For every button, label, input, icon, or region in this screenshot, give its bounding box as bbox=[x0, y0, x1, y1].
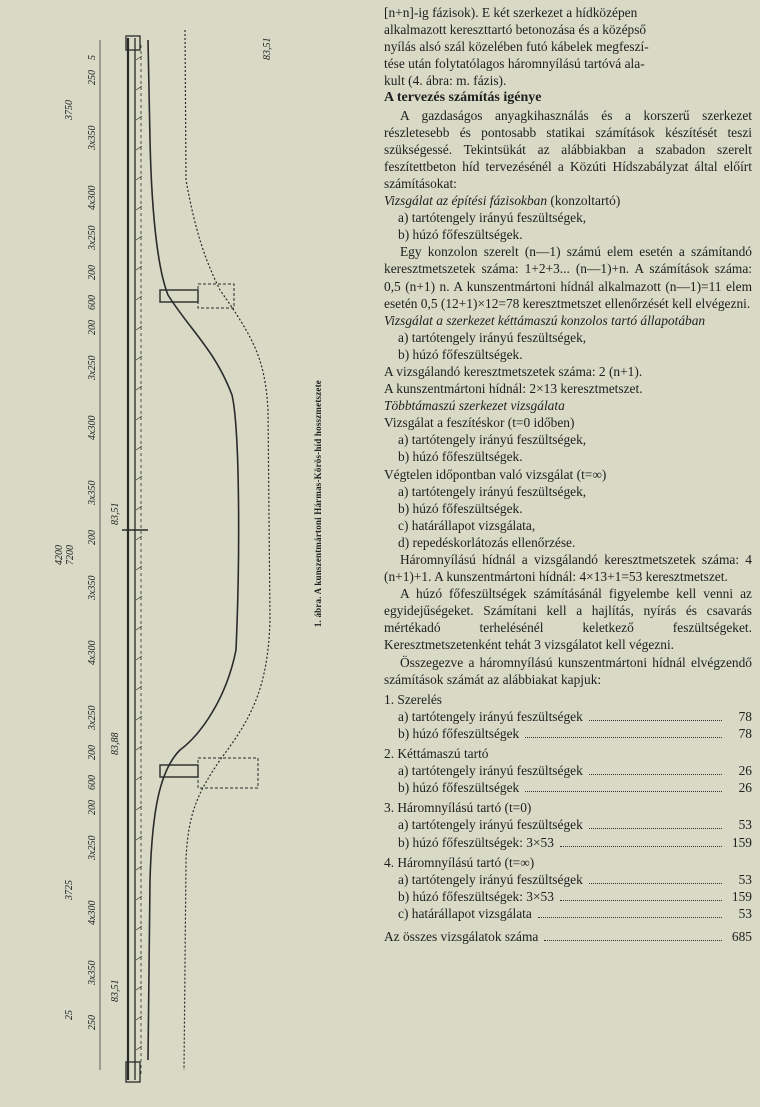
subsection-title: Vizsgálat a szerkezet kéttámaszú konzolos tartó állapotában bbox=[384, 312, 706, 328]
summary-row-value: 159 bbox=[731, 888, 752, 904]
dim-label: 3x350 bbox=[87, 125, 98, 150]
dim-label: 5 bbox=[87, 55, 98, 60]
paragraph-line: Vizsgálat a feszítéskor (t=0 időben) bbox=[384, 415, 575, 431]
figure-caption: 1. ábra. A kunszentmártoni Hármas-Körös-híd hosszmetszete bbox=[313, 380, 323, 628]
summary-row-value: 53 bbox=[738, 817, 752, 833]
ground-line bbox=[184, 30, 270, 1070]
summary-total-row bbox=[384, 928, 752, 945]
pier-right-foundation bbox=[198, 758, 258, 788]
deck-hatching bbox=[136, 56, 142, 1050]
summary-row-value: 53 bbox=[738, 905, 752, 921]
dim-label: 4x300 bbox=[87, 640, 98, 665]
subsection-title-italic: Vizsgálat az építési fázisokban bbox=[384, 193, 548, 209]
summary-row bbox=[384, 834, 752, 851]
subsection-title bbox=[384, 192, 752, 209]
intro-line: kult (4. ábra: m. fázis). bbox=[384, 73, 507, 89]
summary-row-label: b) húzó főfeszültségek bbox=[398, 725, 520, 741]
dim-label: 3x350 bbox=[87, 575, 98, 600]
dim-label: 3750 bbox=[64, 100, 75, 120]
dim-label: 600 bbox=[87, 775, 98, 790]
paragraph-line: A vizsgálandó keresztmetszetek száma: 2 (n+1). bbox=[384, 363, 643, 379]
summary-row-value: 159 bbox=[731, 834, 752, 850]
subsection-title: Többtámaszú szerkezet vizsgálata bbox=[384, 398, 565, 414]
paragraph: Háromnyílású hídnál a vizsgálandó keresztmetszetek száma: 4 (n+1)+1. A kunszentmártoni hídnál: 4×13+1=53 keresztmetszet. bbox=[384, 552, 752, 585]
list-item: a) tartótengely irányú feszültségek, bbox=[398, 432, 587, 448]
section-heading: A tervezés számítás igénye bbox=[384, 90, 542, 106]
summary-group-title: 1. Szerelés bbox=[384, 691, 443, 707]
list-item: a) tartótengely irányú feszültségek, bbox=[398, 210, 587, 226]
summary-row bbox=[384, 888, 752, 905]
summary-row-label: b) húzó főfeszültségek: 3×53 bbox=[398, 834, 554, 850]
summary-group-title: 3. Háromnyílású tartó (t=0) bbox=[384, 800, 532, 816]
summary-row-value: 26 bbox=[738, 763, 752, 779]
dim-label: 4x300 bbox=[87, 900, 98, 925]
summary-group-title: 4. Háromnyílású tartó (t=∞) bbox=[384, 854, 535, 870]
dim-label: 3x250 bbox=[87, 705, 98, 730]
dim-label: 25 bbox=[64, 1010, 75, 1020]
dim-label: 3x250 bbox=[87, 225, 98, 250]
summary-row bbox=[384, 725, 752, 742]
summary-row-label: a) tartótengely irányú feszültségek bbox=[398, 871, 583, 887]
dim-label: 200 bbox=[87, 800, 98, 815]
dim-label: 200 bbox=[87, 265, 98, 280]
summary-total-value: 685 bbox=[731, 928, 752, 944]
paragraph: A húzó főfeszültségek számításánál figyelembe kell venni az egyidejűségeket. Számítani kell a hajlítás, nyírás és csavarás mértékadó terhelésénél keletkező feszültségeket. Keresztmetszetenként tehát 3 vizsgálatot kell végezni. bbox=[384, 586, 752, 653]
dim-label: 200 bbox=[87, 320, 98, 335]
summary-row-label: a) tartótengely irányú feszültségek bbox=[398, 708, 583, 724]
summary-total-label: Az összes vizsgálatok száma bbox=[384, 928, 539, 944]
level-label: 83,88 bbox=[110, 732, 121, 755]
summary-row-value: 26 bbox=[738, 780, 752, 796]
summary-row bbox=[384, 708, 752, 725]
paragraph: A gazdaságos anyagkihasználás és a korszerű szerkezet részletesebb és pontosabb statikai számítások készítését teszi szükségessé. Tekintsükát az alábbiakban a szabadon szerelt feszítettbeton híd tervezésénél a Közúti Hídszabályzat által előírt számításokat: bbox=[384, 107, 752, 191]
list-item: b) húzó főfeszültségek. bbox=[398, 449, 523, 465]
summary-row bbox=[384, 905, 752, 922]
summary-group-title: 2. Kéttámaszú tartó bbox=[384, 746, 489, 762]
summary-row bbox=[384, 762, 752, 779]
dim-label: 3x350 bbox=[87, 960, 98, 985]
dim-label: 4200 bbox=[54, 545, 65, 565]
dim-label: 3725 bbox=[64, 880, 75, 900]
pier-left-cap bbox=[160, 290, 198, 302]
list-item: b) húzó főfeszültségek. bbox=[398, 500, 523, 516]
list-item: c) határállapot vizsgálata, bbox=[398, 517, 536, 533]
paragraph: Összegezve a háromnyílású kunszentmártoni hídnál elvégzendő számítások számát az alábbiakat kapjuk: bbox=[384, 654, 752, 687]
summary-row-value: 53 bbox=[738, 871, 752, 887]
dim-label: 600 bbox=[87, 295, 98, 310]
bridge-drawing bbox=[0, 0, 345, 1107]
list-item: b) húzó főfeszültségek. bbox=[398, 227, 523, 243]
dim-label: 200 bbox=[87, 745, 98, 760]
dim-label: 3x350 bbox=[87, 480, 98, 505]
dim-label: 200 bbox=[87, 530, 98, 545]
bridge-section-figure bbox=[0, 0, 345, 1107]
intro-line: alkalmazott kereszttartó betonozása és a középső bbox=[384, 22, 647, 38]
paragraph: Egy konzolon szerelt (n—1) számú elem esetén a számítandó keresztmetszetek száma: 1+2+3... (n—1)+n. A számítások száma: 0,5 (n+1) n. A kunszentmártoni hídnál alkalmazott (n—1)=11 elem esetén 0,5 (12+1)×12=78 keresztmetszet ellenőrzését kell elvégezni. bbox=[384, 244, 752, 311]
dim-label: 250 bbox=[87, 70, 98, 85]
list-item: a) tartótengely irányú feszültségek, bbox=[398, 329, 587, 345]
intro-line: tése után folytatólagos háromnyílású tartóvá ala- bbox=[384, 56, 645, 72]
summary-row bbox=[384, 816, 752, 833]
list-item: d) repedéskorlátozás ellenőrzése. bbox=[398, 534, 576, 550]
text-column bbox=[384, 4, 752, 945]
level-label: 83,51 bbox=[110, 979, 121, 1002]
dim-label: 7200 bbox=[65, 545, 76, 565]
dim-label: 4x300 bbox=[87, 185, 98, 210]
level-label: 83,51 bbox=[110, 502, 121, 525]
intro-line: nyílás alsó szál közelében futó kábelek megfeszí- bbox=[384, 39, 649, 55]
summary-row-value: 78 bbox=[738, 708, 752, 724]
dimension-labels bbox=[54, 55, 98, 1030]
intro-line: [n+n]-ig fázisok). E két szerkezet a hídközépen bbox=[384, 5, 638, 20]
list-item: b) húzó főfeszültségek. bbox=[398, 346, 523, 362]
summary-row bbox=[384, 871, 752, 888]
summary-row-label: b) húzó főfeszültségek bbox=[398, 780, 520, 796]
dim-label: 3x250 bbox=[87, 835, 98, 860]
summary-row-label: a) tartótengely irányú feszültségek bbox=[398, 763, 583, 779]
dim-label: 250 bbox=[87, 1015, 98, 1030]
list-item: a) tartótengely irányú feszültségek, bbox=[398, 483, 587, 499]
level-label: 83,51 bbox=[262, 37, 273, 60]
dim-label: 3x250 bbox=[87, 355, 98, 380]
paragraph-line: A kunszentmártoni hídnál: 2×13 keresztmetszet. bbox=[384, 381, 643, 397]
summary-row-label: a) tartótengely irányú feszültségek bbox=[398, 817, 583, 833]
pier-left-foundation bbox=[198, 284, 234, 308]
summary-row-label: c) határállapot vizsgálata bbox=[398, 905, 532, 921]
subsection-title-rest: (konzoltartó) bbox=[547, 193, 621, 209]
paragraph-line: Végtelen időpontban való vizsgálat (t=∞) bbox=[384, 466, 607, 482]
summary-row bbox=[384, 779, 752, 796]
summary-row-label: b) húzó főfeszültségek: 3×53 bbox=[398, 888, 554, 904]
girder-soffit bbox=[148, 40, 239, 1060]
summary-row-value: 78 bbox=[738, 725, 752, 741]
dim-label: 4x300 bbox=[87, 415, 98, 440]
